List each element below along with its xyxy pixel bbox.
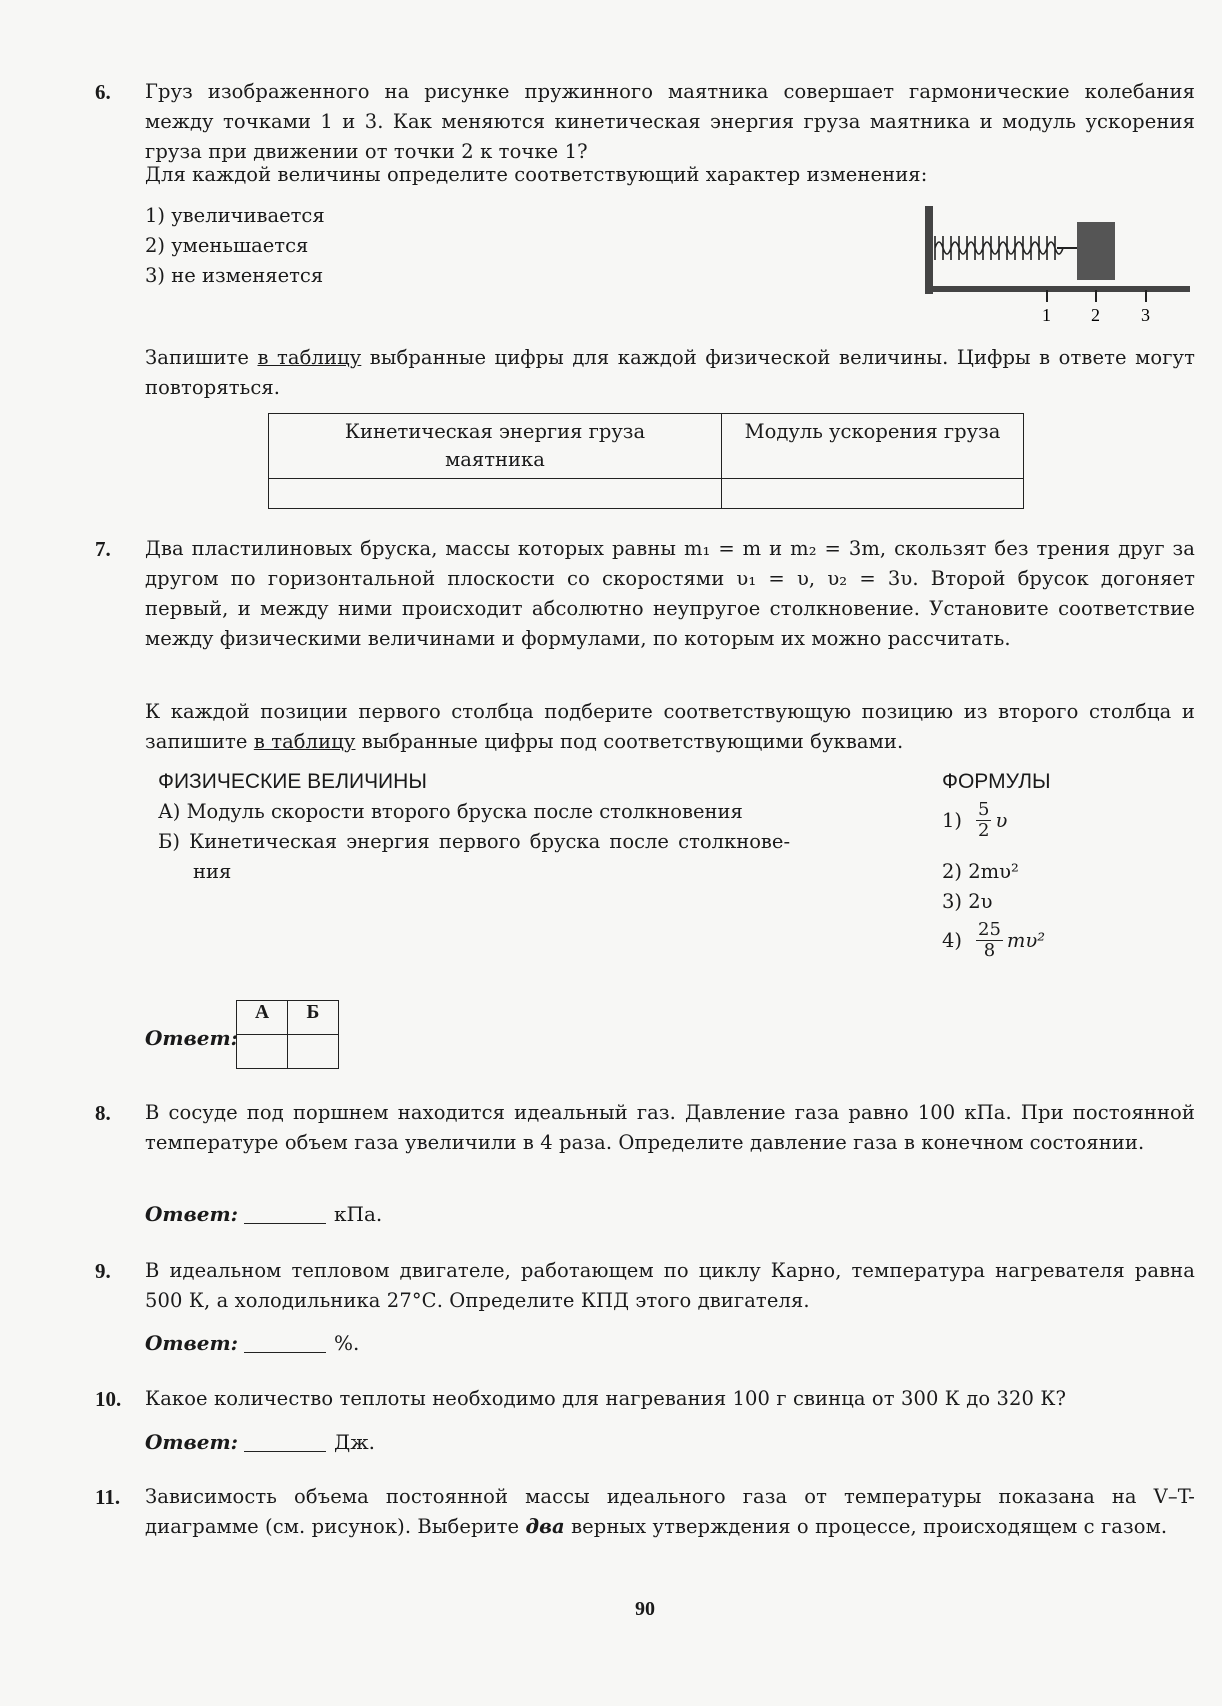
instruction-link: в таблицу bbox=[257, 346, 362, 369]
formula-4 bbox=[942, 920, 1045, 961]
formula-1-num: 1) bbox=[942, 809, 963, 832]
formula-4-fraction bbox=[976, 920, 1003, 961]
question-6-instruction bbox=[145, 343, 1195, 403]
answer-cell-acceleration[interactable] bbox=[722, 479, 1024, 509]
question-7-answer-table bbox=[236, 1000, 339, 1069]
label-1: 1 bbox=[1042, 305, 1051, 325]
formula-2: 2) 2mυ² bbox=[942, 860, 1019, 883]
instr-pre: К каждой позиции первого столбца подберите соответствующую позицию из второго столбца и запишите bbox=[145, 700, 1195, 753]
instruction-post: выбранные цифры для каждой физической величины. Цифры в ответе могут повторяться. bbox=[145, 346, 1195, 399]
question-10-answer bbox=[145, 1430, 375, 1454]
weight-block bbox=[1077, 222, 1115, 280]
question-9-text: В идеальном тепловом двигателе, работающем по циклу Карно, температура нагревателя равна 500 К, а холодильника 27°С. Определите КПД этого двигателя. bbox=[145, 1259, 1195, 1312]
answer-cell-kinetic[interactable] bbox=[269, 479, 722, 509]
label-2: 2 bbox=[1091, 305, 1100, 325]
header-acceleration: Модуль ускорения груза bbox=[722, 414, 1024, 479]
answer-cell-a[interactable] bbox=[237, 1035, 288, 1069]
f4-denominator: 8 bbox=[983, 940, 996, 961]
option-3: 3) не изменяется bbox=[145, 264, 324, 287]
formula-1-var: υ bbox=[995, 809, 1008, 832]
item-b-line2: ния bbox=[193, 860, 232, 883]
question-9-number: 9. bbox=[95, 1259, 111, 1283]
question-8-number: 8. bbox=[95, 1101, 111, 1125]
question-6-subtext: Для каждой величины определите соответствующий характер изменения: bbox=[145, 163, 928, 186]
answer-cell-b[interactable] bbox=[288, 1035, 339, 1069]
page-number: 90 bbox=[635, 1598, 655, 1620]
instr-post: выбранные цифры под соответствующими буквами. bbox=[355, 730, 904, 753]
question-6-number: 6. bbox=[95, 80, 111, 104]
q11-text-emphasis: два bbox=[525, 1515, 565, 1538]
answer-unit: %. bbox=[334, 1331, 360, 1355]
formula-1 bbox=[942, 800, 1007, 841]
option-1: 1) увеличивается bbox=[145, 204, 325, 227]
question-11-text bbox=[145, 1482, 1195, 1542]
question-8-answer bbox=[145, 1202, 382, 1226]
q11-text-post: верных утверждения о процессе, происходящем с газом. bbox=[564, 1515, 1168, 1538]
answer-col-b: Б bbox=[288, 1001, 339, 1035]
item-b-line1: Б) Кинетическая энергия первого бруска после столкнове- bbox=[158, 830, 791, 853]
answer-unit: Дж. bbox=[334, 1430, 376, 1454]
answer-label: Ответ: bbox=[145, 1430, 238, 1454]
floor bbox=[925, 286, 1190, 292]
answer-unit: кПа. bbox=[334, 1202, 383, 1226]
answer-blank[interactable] bbox=[244, 1334, 326, 1353]
formula-3: 3) 2υ bbox=[942, 890, 993, 913]
f1-denominator: 2 bbox=[978, 820, 990, 841]
question-6-answer-table bbox=[268, 413, 1024, 509]
question-7-text: Два пластилиновых бруска, массы которых равны m₁ = m и m₂ = 3m, скользят без трения друг за другом по горизонтальной плоскости со скоростями υ₁ = υ, υ₂ = 3υ. Второй брусок догоняет первый, и между ними происходит абсолютно неупругое столкновение. Установите соответствие между физическими величинами и формулами, по которым их можно рассчитать. bbox=[145, 537, 1195, 650]
question-6-text: Груз изображенного на рисунке пружинного маятника совершает гармонические колебания между точками 1 и 3. Как меняются кинетическая энергия груза маятника и модуль ускорения груза при движении от точки 2 к точке 1? bbox=[145, 80, 1195, 163]
question-10-text: Какое количество теплоты необходимо для нагревания 100 г свинца от 300 К до 320 К? bbox=[145, 1387, 1067, 1410]
question-8-text: В сосуде под поршнем находится идеальный газ. Давление газа равно 100 кПа. При постоянной температуре объем газа увеличили в 4 раза. Определите давление газа в конечном состоянии. bbox=[145, 1101, 1195, 1154]
answer-col-a: А bbox=[237, 1001, 288, 1035]
instruction-pre: Запишите bbox=[145, 346, 258, 369]
column2-header: ФОРМУЛЫ bbox=[942, 770, 1051, 793]
answer-label: Ответ: bbox=[145, 1331, 238, 1355]
answer-label: Ответ: bbox=[145, 1202, 238, 1226]
instr-link: в таблицу bbox=[253, 730, 356, 753]
question-7-instruction bbox=[145, 697, 1195, 757]
option-2: 2) уменьшается bbox=[145, 234, 309, 257]
item-a: А) Модуль скорости второго бруска после столкновения bbox=[158, 800, 743, 823]
header-kinetic-energy: Кинетическая энергия груза маятника bbox=[269, 414, 722, 479]
q11-text-pre: Зависимость объема постоянной массы идеального газа от температуры показана на V–T-диаграмме (см. рисунок). Выберите bbox=[145, 1485, 1195, 1538]
answer-blank[interactable] bbox=[244, 1205, 326, 1224]
spring bbox=[935, 236, 1063, 260]
formula-4-var: mυ² bbox=[1006, 929, 1046, 952]
wall bbox=[925, 206, 933, 294]
f4-numerator: 25 bbox=[978, 919, 1001, 940]
label-3: 3 bbox=[1141, 305, 1150, 325]
question-7-number: 7. bbox=[95, 537, 111, 561]
question-9-answer bbox=[145, 1331, 359, 1355]
spring-pendulum-figure bbox=[925, 200, 1195, 325]
f1-numerator: 5 bbox=[978, 799, 990, 820]
question-7-answer-label: Ответ: bbox=[145, 1026, 238, 1050]
column1-header: ФИЗИЧЕСКИЕ ВЕЛИЧИНЫ bbox=[158, 770, 427, 793]
answer-blank[interactable] bbox=[244, 1433, 326, 1452]
question-11-number: 11. bbox=[95, 1485, 121, 1509]
formula-1-fraction bbox=[976, 800, 991, 841]
formula-4-num: 4) bbox=[942, 929, 963, 952]
question-10-number: 10. bbox=[95, 1387, 122, 1411]
